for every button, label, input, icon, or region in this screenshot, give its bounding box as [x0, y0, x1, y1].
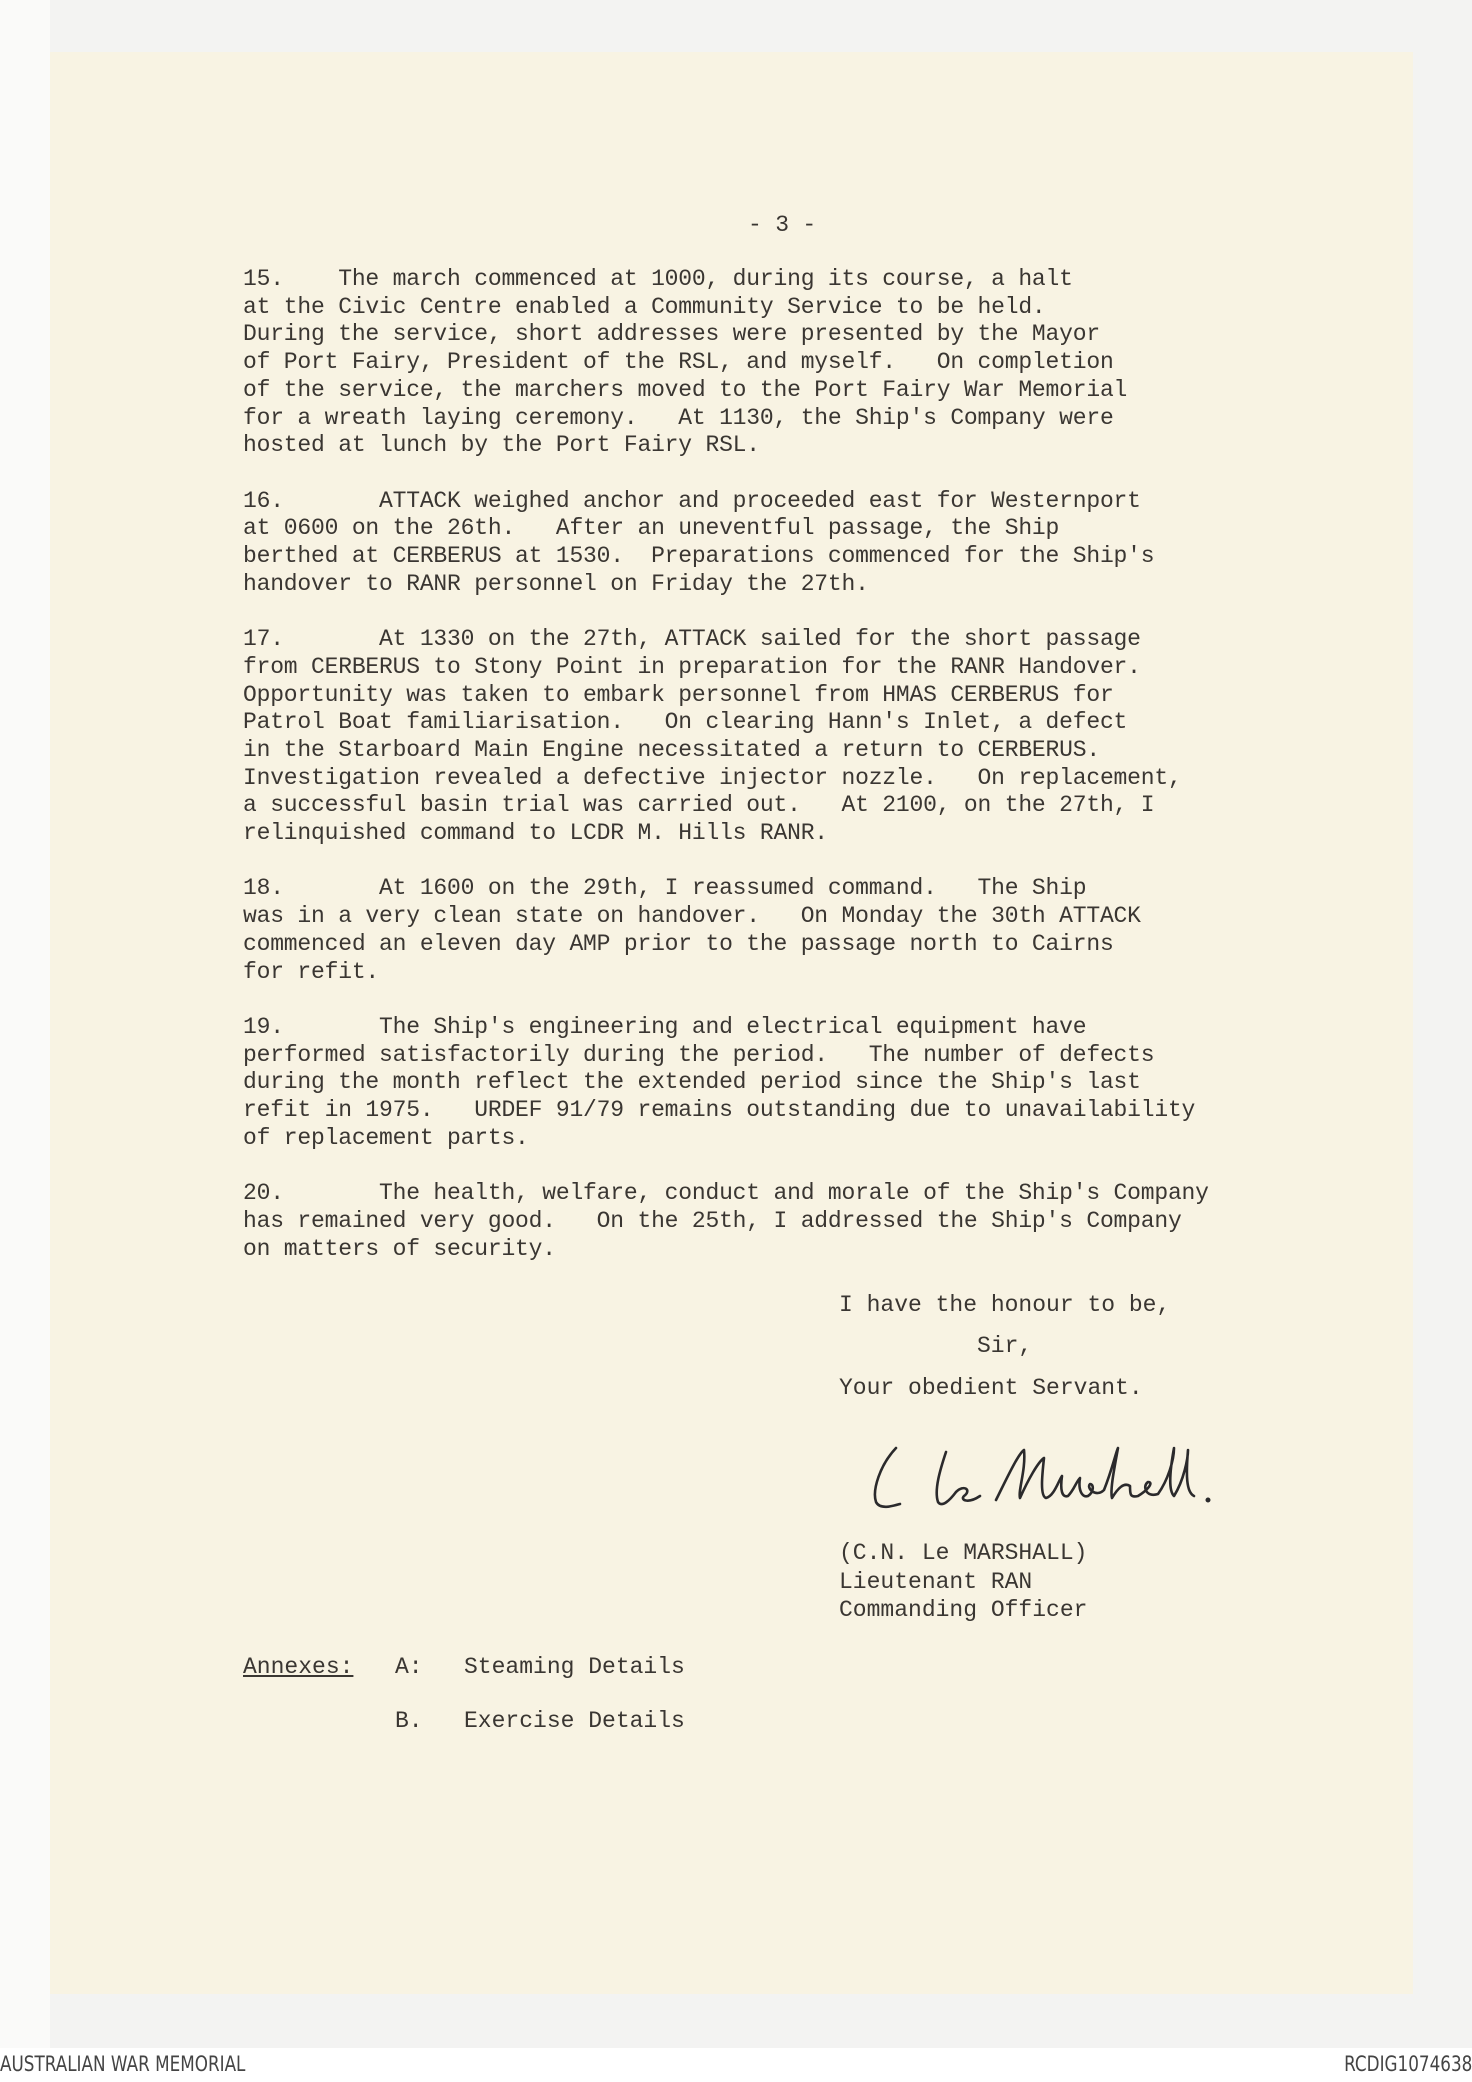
text-line: of replacement parts.: [243, 1124, 529, 1151]
text-line: Investigation revealed a defective injector nozzle. On replacement,: [243, 764, 1182, 791]
paragraph-16: [243, 488, 1209, 599]
text-line: at the Civic Centre enabled a Community Service to be held.: [243, 293, 1046, 320]
text-line: 16. ATTACK weighed anchor and proceeded east for Westernport: [243, 487, 1141, 514]
text-line: on matters of security.: [243, 1235, 556, 1262]
text-line: Opportunity was taken to embark personnel from HMAS CERBERUS for: [243, 681, 1114, 708]
signatory-rank: Lieutenant RAN: [839, 1569, 1033, 1595]
text-line: 18. At 1600 on the 29th, I reassumed command. The Ship: [243, 875, 1087, 902]
closing-line-1: I have the honour to be,: [839, 1292, 1171, 1318]
text-line: Patrol Boat familiarisation. On clearing Hann's Inlet, a defect: [243, 709, 1128, 736]
annex-b-key: B.: [395, 1708, 423, 1734]
annex-a-title: Steaming Details: [464, 1654, 685, 1680]
annexes-label: Annexes:: [243, 1654, 354, 1680]
closing-line-2: Sir,: [977, 1333, 1033, 1359]
footer-institution: AUSTRALIAN WAR MEMORIAL: [0, 2052, 246, 2076]
archive-footer: [0, 2048, 1472, 2082]
text-line: relinquished command to LCDR M. Hills RANR.: [243, 820, 828, 847]
signatory-position: Commanding Officer: [839, 1597, 1088, 1623]
text-line: during the month reflect the extended period since the Ship's last: [243, 1069, 1141, 1096]
text-line: handover to RANR personnel on Friday the 27th.: [243, 570, 869, 597]
text-line: 15. The march commenced at 1000, during its course, a halt: [243, 266, 1073, 292]
text-line: hosted at lunch by the Port Fairy RSL.: [243, 432, 760, 459]
handwritten-signature: [868, 1440, 1228, 1520]
signatory-name: (C.N. Le MARSHALL): [839, 1540, 1088, 1566]
text-line: 19. The Ship's engineering and electrical equipment have: [243, 1013, 1087, 1040]
text-line: refit in 1975. URDEF 91/79 remains outstanding due to unavailability: [243, 1097, 1196, 1124]
text-line: has remained very good. On the 25th, I addressed the Ship's Company: [243, 1207, 1182, 1234]
text-line: of the service, the marchers moved to the Port Fairy War Memorial: [243, 376, 1128, 403]
paragraph-20: [243, 1180, 1209, 1263]
paragraph-19: [243, 1014, 1209, 1153]
text-line: berthed at CERBERUS at 1530. Preparations commenced for the Ship's: [243, 543, 1155, 570]
paragraph-18: [243, 875, 1209, 986]
document-body: [243, 266, 1209, 1291]
annex-b-title: Exercise Details: [464, 1708, 685, 1734]
text-line: for a wreath laying ceremony. At 1130, the Ship's Company were: [243, 404, 1114, 431]
annex-a-key: A:: [395, 1654, 423, 1680]
text-line: a successful basin trial was carried out. At 2100, on the 27th, I: [243, 792, 1155, 819]
text-line: performed satisfactorily during the period. The number of defects: [243, 1041, 1155, 1068]
text-line: 17. At 1330 on the 27th, ATTACK sailed for the short passage: [243, 626, 1141, 653]
text-line: at 0600 on the 26th. After an uneventful passage, the Ship: [243, 515, 1060, 542]
text-line: in the Starboard Main Engine necessitated a return to CERBERUS.: [243, 736, 1100, 763]
text-line: was in a very clean state on handover. On Monday the 30th ATTACK: [243, 903, 1141, 930]
closing-line-3: Your obedient Servant.: [839, 1375, 1143, 1401]
footer-record-id: RCDIG1074638: [1343, 2052, 1472, 2076]
scan-margin: [0, 0, 50, 2048]
paragraph-15: [243, 266, 1209, 460]
text-line: of Port Fairy, President of the RSL, and myself. On completion: [243, 349, 1114, 376]
text-line: commenced an eleven day AMP prior to the passage north to Cairns: [243, 930, 1114, 957]
page-number: - 3 -: [748, 212, 817, 238]
paragraph-17: [243, 626, 1209, 848]
text-line: During the service, short addresses were presented by the Mayor: [243, 321, 1100, 348]
text-line: for refit.: [243, 958, 380, 985]
text-line: from CERBERUS to Stony Point in preparation for the RANR Handover.: [243, 653, 1141, 680]
text-line: 20. The health, welfare, conduct and morale of the Ship's Company: [243, 1180, 1209, 1207]
